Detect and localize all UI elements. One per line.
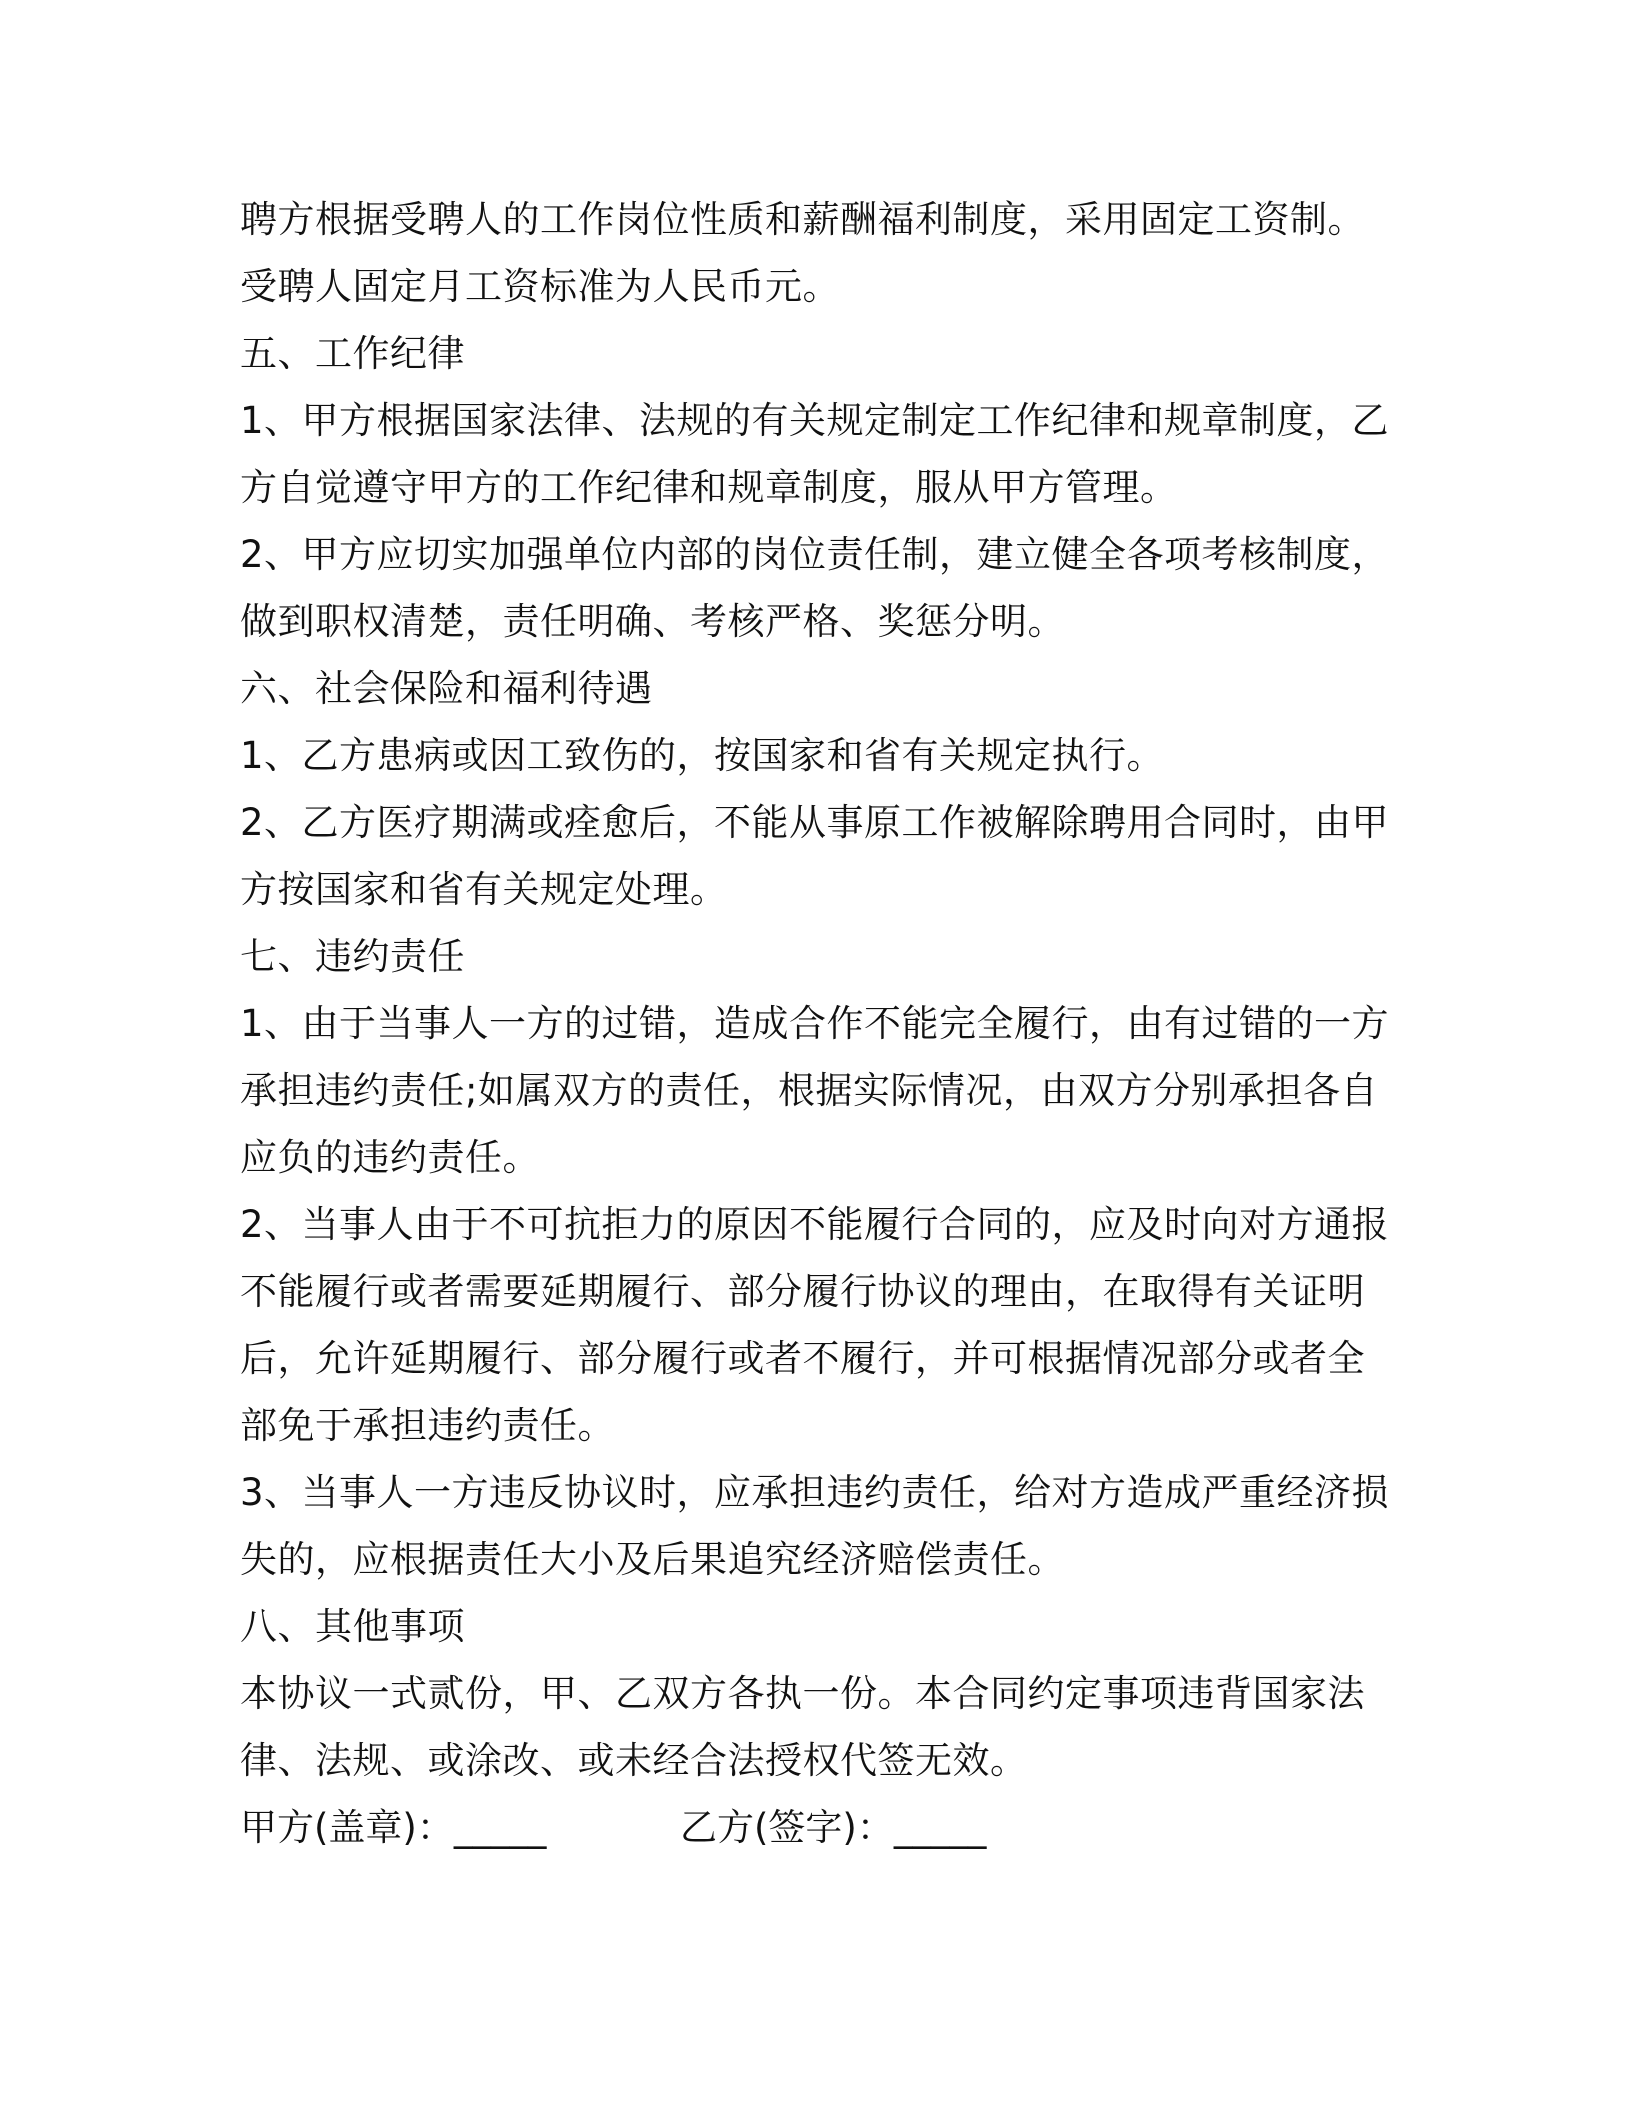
text-line: 1、由于当事人一方的过错，造成合作不能完全履行，由有过错的一方 [240, 1002, 1390, 1045]
text-line: 2、甲方应切实加强单位内部的岗位责任制，建立健全各项考核制度， [240, 533, 1390, 576]
section-heading: 七、违约责任 [240, 935, 465, 978]
text-line: 1、甲方根据国家法律、法规的有关规定制定工作纪律和规章制度，乙 [240, 399, 1390, 442]
section-heading: 五、工作纪律 [240, 332, 465, 375]
text-line: 失的，应根据责任大小及后果追究经济赔偿责任。 [240, 1538, 1065, 1581]
text-line: 2、乙方医疗期满或痊愈后，不能从事原工作被解除聘用合同时，由甲 [240, 801, 1390, 844]
text-line: 做到职权清楚，责任明确、考核严格、奖惩分明。 [240, 600, 1065, 643]
text-line: 不能履行或者需要延期履行、部分履行协议的理由，在取得有关证明 [240, 1270, 1365, 1313]
text-line: 后，允许延期履行、部分履行或者不履行，并可根据情况部分或者全 [240, 1337, 1365, 1380]
text-line: 3、当事人一方违反协议时，应承担违约责任，给对方造成严重经济损 [240, 1471, 1390, 1514]
text-line: 受聘人固定月工资标准为人民币元。 [240, 265, 840, 308]
section-heading: 八、其他事项 [240, 1605, 465, 1648]
signature-row [240, 1794, 1380, 1861]
text-line: 2、当事人由于不可抗拒力的原因不能履行合同的，应及时向对方通报 [240, 1203, 1390, 1246]
text-line: 方按国家和省有关规定处理。 [240, 868, 728, 911]
text-line: 部免于承担违约责任。 [240, 1404, 615, 1447]
text-line: 本协议一式贰份，甲、乙双方各执一份。本合同约定事项违背国家法 [240, 1672, 1365, 1715]
document-body [240, 186, 1390, 1861]
party-b-signature: 乙方(签字)：_____ [680, 1806, 987, 1849]
text-line: 承担违约责任;如属双方的责任，根据实际情况，由双方分别承担各自 [240, 1069, 1378, 1112]
text-line: 聘方根据受聘人的工作岗位性质和薪酬福利制度，采用固定工资制。 [240, 198, 1365, 241]
text-line: 方自觉遵守甲方的工作纪律和规章制度，服从甲方管理。 [240, 466, 1178, 509]
section-heading: 六、社会保险和福利待遇 [240, 667, 653, 710]
text-line: 应负的违约责任。 [240, 1136, 540, 1179]
text-line: 律、法规、或涂改、或未经合法授权代签无效。 [240, 1739, 1028, 1782]
party-a-signature: 甲方(盖章)：_____ [240, 1806, 547, 1849]
text-line: 1、乙方患病或因工致伤的，按国家和省有关规定执行。 [240, 734, 1165, 777]
